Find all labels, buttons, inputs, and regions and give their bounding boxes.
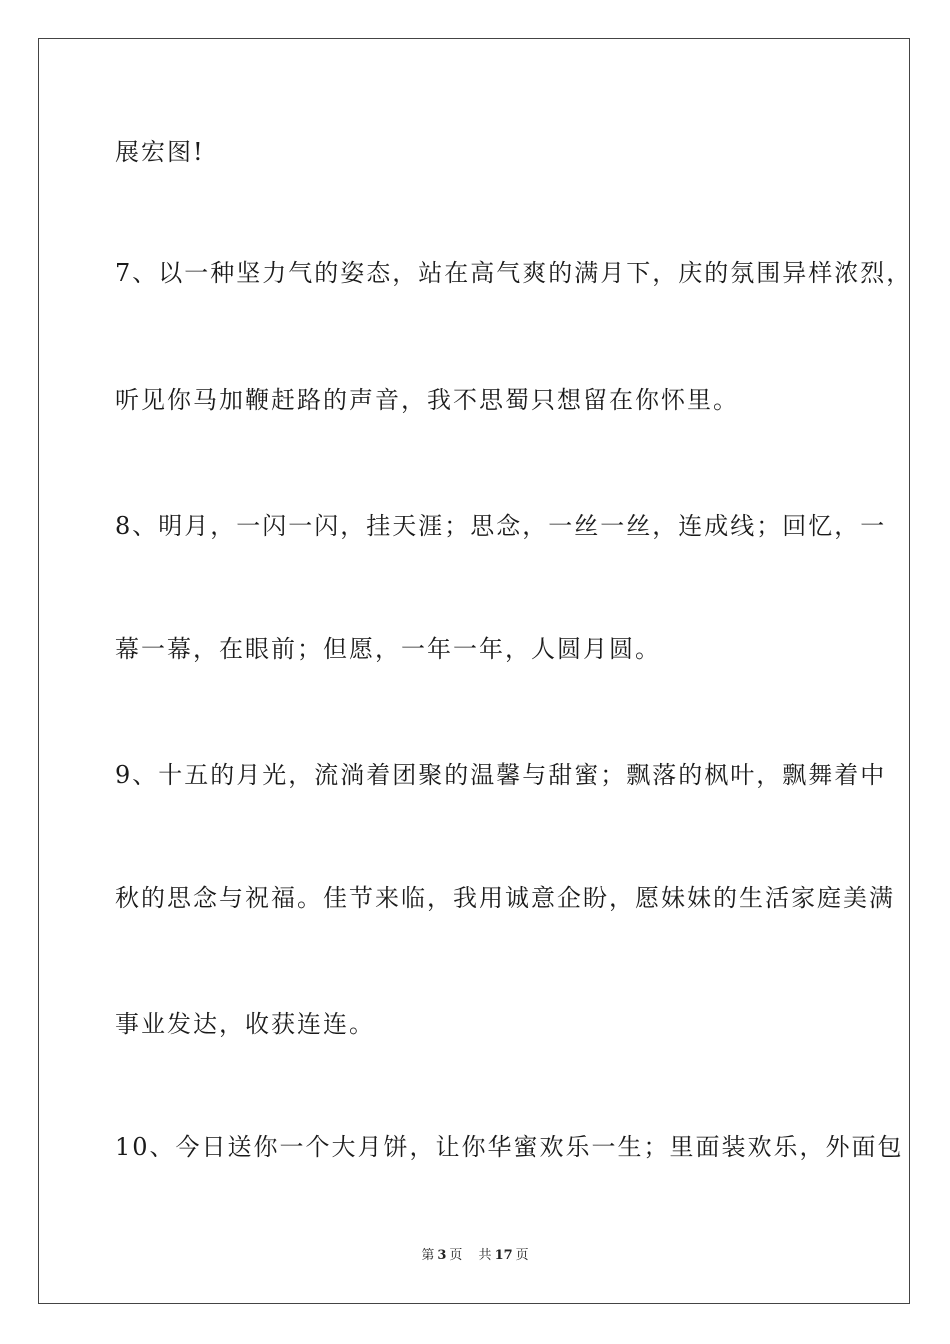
page-border [38, 38, 913, 1304]
text-line-6: 9、十五的月光，流淌着团聚的温馨与甜蜜；飘落的枫叶，飘舞着中 [115, 761, 887, 789]
text-line-8: 事业发达，收获连连。 [115, 1010, 375, 1038]
page-suffix: 页 [449, 1248, 463, 1263]
page-total [476, 1248, 532, 1263]
total-count: 17 [494, 1248, 513, 1263]
text-line-9: 10、今日送你一个大月饼，让你华蜜欢乐一生；里面装欢乐，外面包 [115, 1133, 904, 1161]
page-prefix: 第 [421, 1248, 435, 1263]
page-current: 3 [437, 1248, 447, 1263]
text-line-3: 听见你马加鞭赶路的声音，我不思蜀只想留在你怀里。 [115, 386, 739, 414]
page-footer [0, 1248, 950, 1264]
text-line-5: 幕一幕，在眼前；但愿，一年一年，人圆月圆。 [115, 635, 661, 663]
total-suffix: 页 [515, 1248, 529, 1263]
text-line-1: 展宏图! [115, 138, 205, 166]
text-line-7: 秋的思念与祝福。佳节来临，我用诚意企盼，愿妹妹的生活家庭美满 [115, 884, 895, 912]
text-line-2: 7、以一种坚力气的姿态，站在高气爽的满月下，庆的氛围异样浓烈， [115, 259, 913, 287]
page-number [418, 1248, 465, 1263]
text-line-4: 8、明月，一闪一闪，挂天涯；思念，一丝一丝，连成线；回忆，一 [115, 512, 887, 540]
total-prefix: 共 [478, 1248, 492, 1263]
